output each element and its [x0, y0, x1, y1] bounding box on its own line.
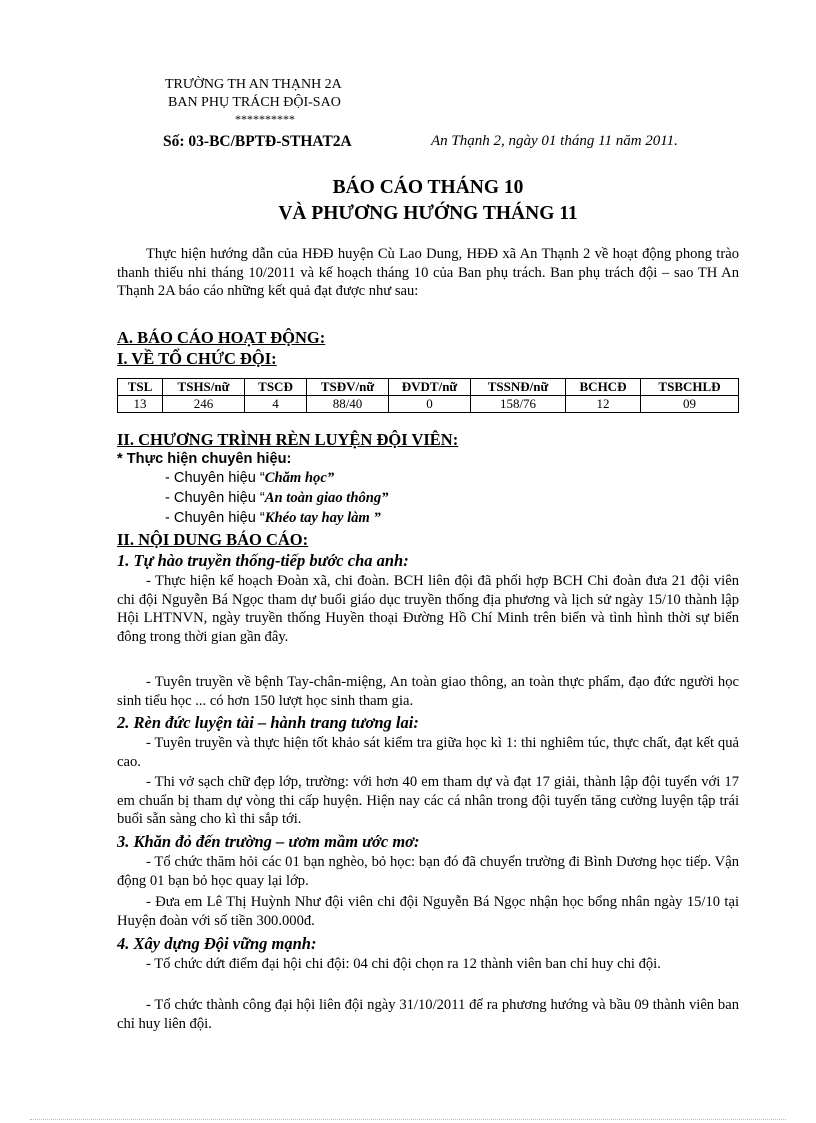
- badge-item: [165, 470, 334, 487]
- table-header-cell: TSHS/nữ: [163, 379, 245, 396]
- statistics-table: [117, 378, 739, 413]
- badge-suffix: ”: [373, 510, 381, 526]
- badge-prefix: - Chuyên hiệu “: [165, 510, 265, 526]
- table-header-cell: TSBCHLĐ: [641, 379, 739, 396]
- stars-divider: **********: [235, 112, 295, 126]
- paragraph-strong-team-2: [117, 996, 739, 1033]
- paragraph-text: - Tuyên truyền về bệnh Tay-chân-miệng, An toàn giao thông, an toàn thực phẩm, đạo đức người học sinh tiểu học ... có hơn 150 lượt học sinh tham gia.: [117, 674, 739, 709]
- badge-suffix: ”: [326, 470, 335, 486]
- paragraph-text: - Đưa em Lê Thị Huỳnh Như đội viên chi đội Nguyễn Bá Ngọc nhận học bổng nhân ngày 15/10 tại Huyện đoàn với số tiền 300.000đ.: [117, 894, 739, 929]
- school-name: TRƯỜNG TH AN THẠNH 2A: [165, 77, 342, 92]
- subheading-virtue: 2. Rèn đức luyện tài – hành trang tương lai:: [117, 713, 419, 732]
- badge-name: Chăm học: [264, 470, 327, 486]
- unit-name: BAN PHỤ TRÁCH ĐỘI-SAO: [168, 95, 341, 110]
- section-organization-heading: I. VỀ TỔ CHỨC ĐỘI:: [117, 349, 277, 368]
- table-row: [118, 396, 739, 413]
- page-bottom-divider: [30, 1119, 786, 1120]
- table-header-row: [118, 379, 739, 396]
- intro-paragraph: [117, 245, 739, 301]
- paragraph-text: - Thực hiện kế hoạch Đoàn xã, chi đoàn. BCH liên đội đã phối hợp BCH Chi đoàn đưa 21 đội viên chi đội Nguyễn Bá Ngọc tham dự buổi giáo dục truyền thống địa phương và lịch sử ngày 15/10 thành lập Hội LHTNVN, ngày truyền thống Huyền thoại Đường Hồ Chí Minh trên biển và tình hình thời sự biển đông trong thời gian gần đây.: [117, 573, 739, 646]
- paragraph-strong-team-1: [117, 955, 739, 974]
- table-cell: 158/76: [471, 396, 566, 413]
- table-cell: 0: [389, 396, 471, 413]
- subheading-red-scarf: 3. Khăn đỏ đến trường – ươm mầm ước mơ:: [117, 832, 420, 851]
- paragraph-virtue-1: [117, 734, 739, 771]
- table-cell: 13: [118, 396, 163, 413]
- document-number: Số: 03-BC/BPTĐ-STHAT2A: [163, 133, 352, 150]
- table-header-cell: TSCĐ: [245, 379, 307, 396]
- paragraph-red-scarf-1: [117, 853, 739, 890]
- badges-intro: * Thực hiện chuyên hiệu:: [117, 451, 292, 467]
- table-cell: 88/40: [307, 396, 389, 413]
- badge-suffix: ”: [381, 490, 389, 506]
- place-date: An Thạnh 2, ngày 01 tháng 11 năm 2011.: [431, 133, 678, 149]
- paragraph-text: - Tổ chức dứt điểm đại hội chi đội: 04 chi đội chọn ra 12 thành viên ban chỉ huy chi đội.: [146, 956, 661, 972]
- subheading-strong-team: 4. Xây dựng Đội vững mạnh:: [117, 934, 317, 953]
- table-header-cell: BCHCĐ: [566, 379, 641, 396]
- section-training-heading: II. CHƯƠNG TRÌNH RÈN LUYỆN ĐỘI VIÊN:: [117, 430, 459, 449]
- intro-text: Thực hiện hướng dẫn của HĐĐ huyện Cù Lao Dung, HĐĐ xã An Thạnh 2 về hoạt động phong trào thanh thiếu nhi tháng 10/2011 và kế hoạch tháng 10 của Ban phụ trách. Ban phụ trách đội – sao TH An Thạnh 2A báo cáo những kết quả đạt được như sau:: [117, 246, 739, 300]
- report-title-line2: VÀ PHƯƠNG HƯỚNG THÁNG 11: [278, 203, 578, 224]
- report-title-line1: BÁO CÁO THÁNG 10: [332, 177, 524, 198]
- section-content-heading: II. NỘI DUNG BÁO CÁO:: [117, 530, 309, 549]
- badge-prefix: - Chuyên hiệu “: [165, 490, 265, 506]
- table-cell: 4: [245, 396, 307, 413]
- badge-prefix: - Chuyên hiệu “: [165, 470, 265, 486]
- badge-item: [165, 510, 381, 527]
- table-cell: 09: [641, 396, 739, 413]
- table-cell: 246: [163, 396, 245, 413]
- subheading-tradition: 1. Tự hào truyền thống-tiếp bước cha anh:: [117, 551, 409, 570]
- table-header-cell: TSSNĐ/nữ: [471, 379, 566, 396]
- paragraph-red-scarf-2: [117, 893, 739, 930]
- table-header-cell: TSL: [118, 379, 163, 396]
- paragraph-tradition-2: [117, 673, 739, 710]
- paragraph-text: - Tổ chức thăm hỏi các 01 bạn nghèo, bỏ học: bạn đó đã chuyển trường đi Bình Dương học tiếp. Vận động 01 bạn bỏ học quay lại lớp.: [117, 854, 739, 889]
- badge-name: Khéo tay hay làm: [264, 510, 374, 526]
- paragraph-tradition-1: [117, 572, 739, 647]
- table-header-cell: TSĐV/nữ: [307, 379, 389, 396]
- paragraph-text: - Thi vở sạch chữ đẹp lớp, trường: với hơn 40 em tham dự và đạt 17 giải, thành lập đội tuyển với 17 em chuẩn bị tham dự vòng thi cấp huyện. Hiện nay các cá nhân trong đội tuyển tăng cường luyện tập trái buổi sẵn sàng cho kì thi sắp tới.: [117, 774, 739, 828]
- paragraph-text: - Tuyên truyền và thực hiện tốt khảo sát kiểm tra giữa học kì 1: thi nghiêm túc, thực chất, đạt kết quả cao.: [117, 735, 739, 770]
- paragraph-virtue-2: [117, 773, 739, 829]
- table-header-cell: ĐVDT/nữ: [389, 379, 471, 396]
- table-cell: 12: [566, 396, 641, 413]
- badge-name: An toàn giao thông: [264, 490, 382, 506]
- section-a-heading: A. BÁO CÁO HOẠT ĐỘNG:: [117, 328, 326, 347]
- paragraph-text: - Tổ chức thành công đại hội liên đội ngày 31/10/2011 để ra phương hướng và bầu 09 thành viên ban chỉ huy liên đội.: [117, 997, 739, 1032]
- badge-item: [165, 490, 388, 507]
